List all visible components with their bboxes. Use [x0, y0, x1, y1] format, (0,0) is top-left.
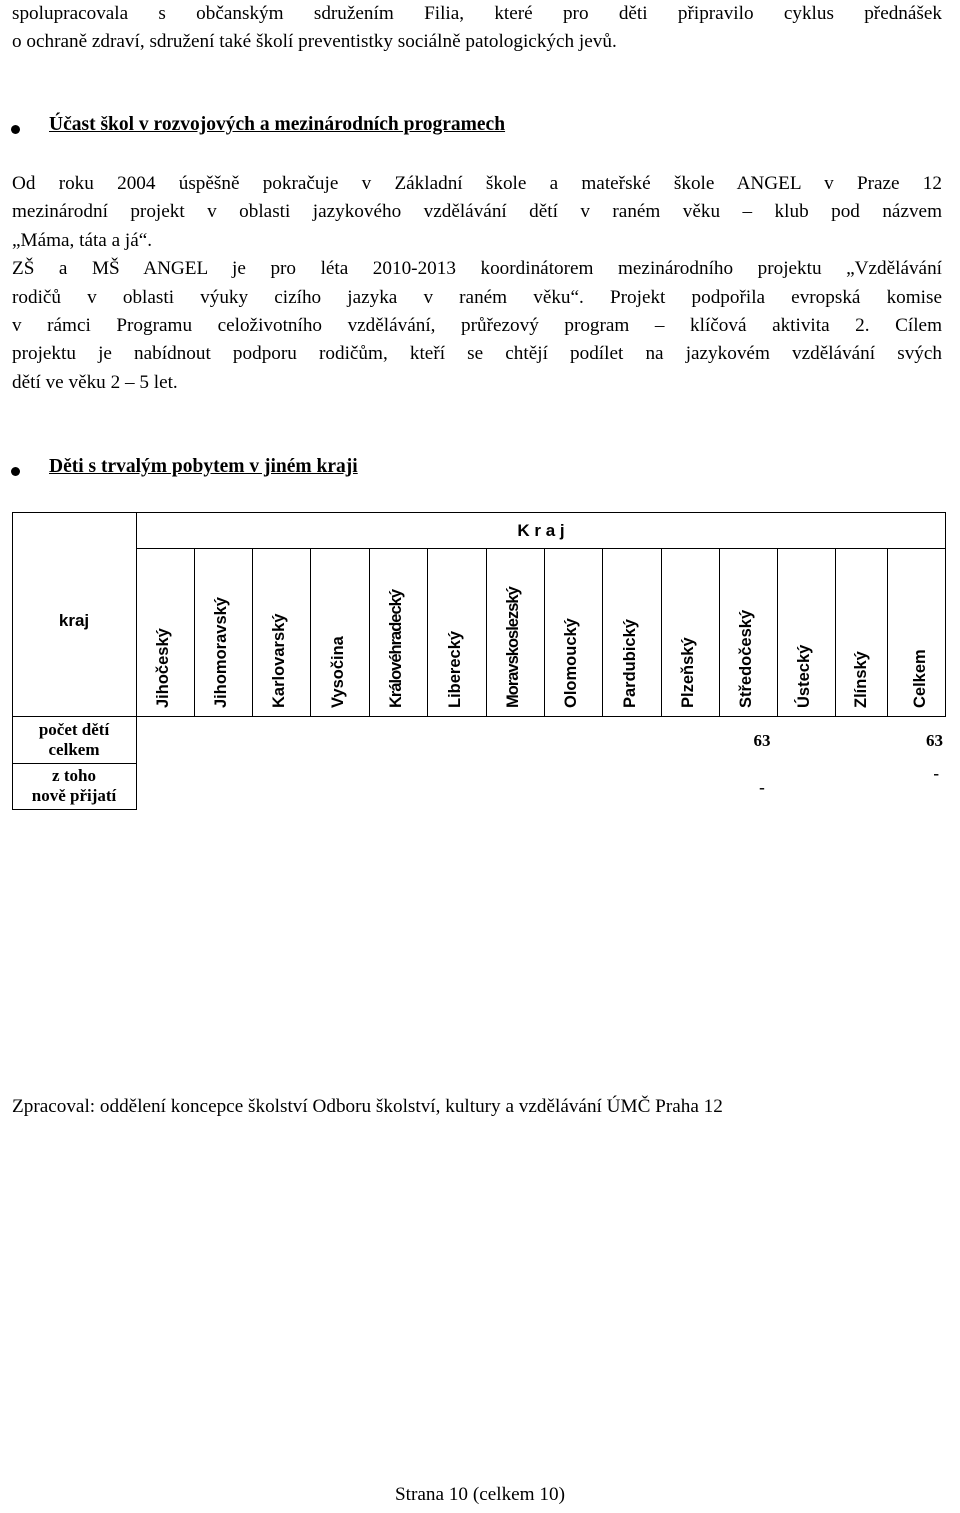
column-header: Plzeňský: [679, 637, 697, 708]
bullet-icon: [11, 467, 20, 476]
column-header: Středočeský: [737, 609, 755, 708]
column-header: Karlovarský: [270, 613, 288, 708]
column-header: Pardubický: [621, 619, 639, 708]
paragraph-line: dětí ve věku 2 – 5 let.: [12, 371, 178, 393]
column-header: Liberecký: [446, 630, 464, 708]
row-label-line: počet dětí: [38, 720, 110, 739]
table-divider: [12, 716, 946, 717]
table-divider: [194, 548, 195, 717]
section-heading-other-region: Děti s trvalým pobytem v jiném kraji: [49, 456, 358, 477]
table-border-right: [945, 512, 946, 717]
table-group-header: K r a j: [517, 521, 565, 540]
column-header: Zlínský: [852, 651, 870, 708]
table-divider: [310, 548, 311, 717]
table-divider: [369, 548, 370, 717]
row-label-line: z toho: [52, 766, 96, 785]
table-cell-value: 63: [753, 731, 771, 750]
intro-line: o ochraně zdraví, sdružení také školí preventistky sociálně patologických jevů.: [12, 31, 617, 53]
table-row-header-label: kraj: [58, 611, 90, 630]
column-header: Ústecký: [795, 644, 813, 708]
paragraph-line: mezinárodní projekt v oblasti jazykového vzdělávání dětí v raném věku – klub pod názvem: [12, 201, 942, 223]
row-label-line: nově přijatí: [31, 786, 117, 805]
table-divider: [719, 548, 720, 717]
region-table: [12, 512, 946, 810]
prepared-by-note: Zpracoval: oddělení koncepce školství Odboru školství, kultury a vzdělávání ÚMČ Praha 12: [12, 1096, 723, 1117]
table-divider: [544, 548, 545, 717]
paragraph-line: ZŠ a MŠ ANGEL je pro léta 2010-2013 koordinátorem mezinárodního projektu „Vzdělávání: [12, 258, 942, 280]
table-border-top: [12, 512, 946, 513]
row-label-line: celkem: [48, 740, 100, 759]
programs-paragraph: [12, 170, 942, 397]
column-header: Moravskoslezský: [504, 587, 522, 708]
table-divider: [777, 548, 778, 717]
paragraph-line: rodičů v oblasti výuky cizího jazyka v raném věku“. Projekt podpořila evropská komise: [12, 286, 942, 308]
table-cell-value: 63: [926, 731, 943, 750]
column-header: Jihomoravský: [212, 597, 230, 708]
table-divider: [835, 548, 836, 717]
table-divider: [427, 548, 428, 717]
column-header: Celkem: [911, 649, 929, 708]
table-divider: [602, 548, 603, 717]
paragraph-line: v rámci Programu celoživotního vzdělávání, průřezový program – klíčová aktivita 2. Cílem: [12, 315, 942, 337]
row-label: [12, 720, 136, 760]
column-header: Jihočeský: [154, 628, 172, 708]
column-header: Královéhradecký: [387, 590, 405, 708]
column-header: Vysočina: [329, 636, 347, 708]
table-divider: [661, 548, 662, 717]
table-cell-value: -: [759, 778, 765, 797]
table-cell-value: -: [933, 764, 939, 783]
column-header: Olomoucký: [562, 618, 580, 708]
paragraph-line: Od roku 2004 úspěšně pokračuje v Základní škole a mateřské škole ANGEL v Praze 12: [12, 173, 942, 194]
paragraph-line: projektu je nabídnout podporu rodičům, kteří se chtějí podílet na jazykovém vzdělávání svých: [12, 343, 942, 365]
paragraph-line: „Máma, táta a já“.: [12, 229, 153, 251]
bullet-icon: [11, 125, 20, 134]
intro-line: spolupracovala s občanským sdružením Filia, které pro děti připravilo cyklus přednášek: [12, 3, 942, 24]
table-divider: [12, 763, 136, 764]
table-divider: [486, 548, 487, 717]
table-divider: [252, 548, 253, 717]
row-label: [12, 766, 136, 806]
table-divider: [136, 512, 137, 810]
intro-paragraph: [12, 0, 942, 57]
table-divider: [887, 548, 888, 717]
section-heading-programs: Účast škol v rozvojových a mezinárodních programech: [49, 114, 506, 135]
page-number: Strana 10 (celkem 10): [395, 1484, 565, 1505]
table-divider: [136, 548, 946, 549]
table-border-bottom: [12, 809, 136, 810]
